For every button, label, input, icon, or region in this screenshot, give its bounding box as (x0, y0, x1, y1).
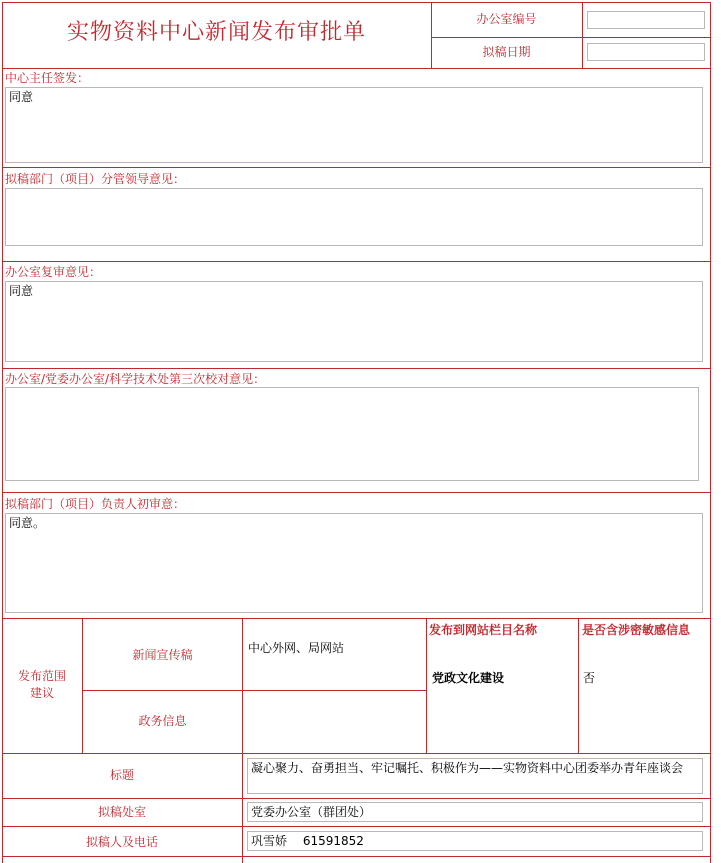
dept-leader-textarea[interactable] (5, 188, 703, 246)
director-sign-label: 中心主任签发： (5, 71, 90, 85)
news-value: 中心外网、局网站 (248, 641, 345, 655)
border-right (710, 2, 711, 863)
column-name-value: 党政文化建设 (432, 671, 505, 685)
section-line-1 (2, 167, 711, 168)
section-line-5 (2, 618, 711, 619)
section-line-2 (2, 261, 711, 262)
title-field[interactable]: 凝心聚力、奋勇担当、牢记嘱托、积极作为——实物资料中心团委举办青年座谈会 (247, 758, 703, 794)
publish-mid-line (82, 690, 427, 691)
dept-head-textarea[interactable]: 同意。 (5, 513, 703, 613)
draft-person-field[interactable]: 巩雪娇 61591852 (247, 831, 703, 851)
draft-office-field[interactable]: 党委办公室（群团处） (247, 802, 703, 822)
header-mid-line (431, 37, 710, 38)
office-review-label: 办公室复审意见： (5, 265, 102, 279)
gov-info-label: 政务信息 (138, 714, 187, 728)
office-review-textarea[interactable]: 同意 (5, 281, 703, 362)
publish-divider-a (82, 618, 83, 753)
column-name-header: 发布到网站栏目名称 (429, 623, 538, 637)
row-line-office (2, 826, 711, 827)
border-top (2, 2, 711, 3)
dept-head-label: 拟稿部门（项目）负责人初审意： (5, 497, 186, 511)
row-line-title (2, 798, 711, 799)
draft-date-field[interactable] (587, 43, 705, 61)
section-line-4 (2, 492, 711, 493)
director-sign-textarea[interactable]: 同意 (5, 87, 703, 163)
draft-date-label: 拟稿日期 (482, 45, 531, 59)
dept-leader-label: 拟稿部门（项目）分管领导意见： (5, 172, 186, 186)
news-label: 新闻宣传稿 (132, 648, 193, 662)
publish-scope-label: 发布范围建议 (17, 669, 66, 700)
publish-divider-c (426, 618, 427, 753)
sensitive-info-header: 是否含涉密敏感信息 (582, 623, 691, 637)
third-check-textarea[interactable] (5, 387, 699, 481)
border-left (2, 2, 3, 863)
sensitive-info-value: 否 (583, 671, 596, 685)
header-bottom-line (2, 68, 711, 69)
office-number-label: 办公室编号 (476, 12, 537, 26)
row-line-person (2, 856, 711, 857)
publish-divider-d (578, 618, 579, 753)
office-number-field[interactable] (587, 11, 705, 29)
form-title: 实物资料中心新闻发布审批单 (66, 20, 366, 45)
header-divider-2 (582, 2, 583, 68)
publish-bottom-line (2, 753, 711, 754)
title-label: 标题 (109, 768, 134, 782)
section-line-3 (2, 368, 711, 369)
draft-office-label: 拟稿处室 (97, 805, 146, 819)
third-check-label: 办公室/党委办公室/科学技术处第三次校对意见： (5, 372, 266, 386)
draft-person-label: 拟稿人及电话 (85, 835, 158, 849)
